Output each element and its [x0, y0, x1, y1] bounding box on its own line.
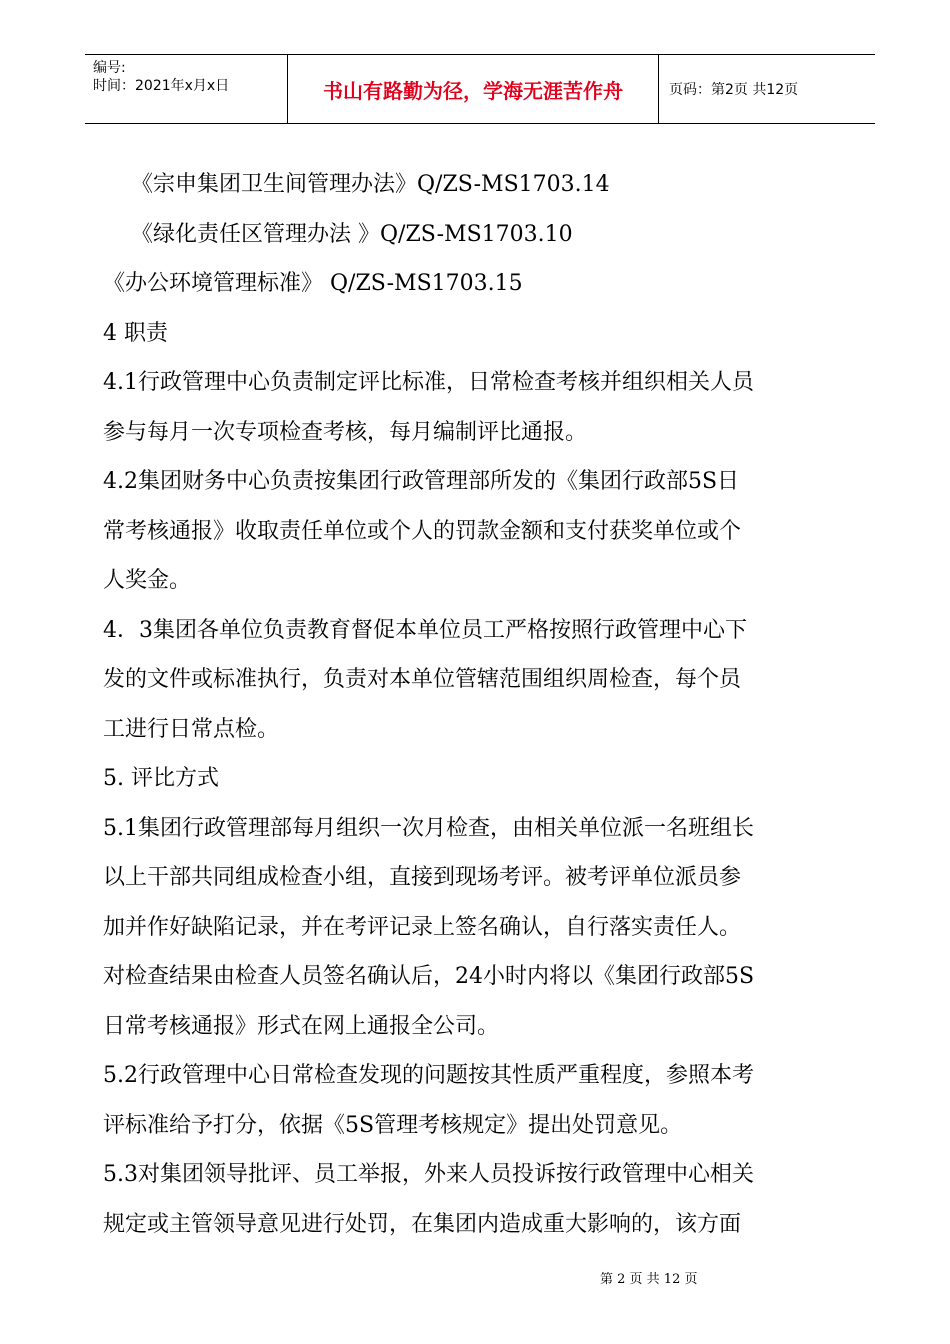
- text-line: 5.2行政管理中心日常检查发现的问题按其性质严重程度，参照本考: [103, 1063, 754, 1088]
- text-line: 日常考核通报》形式在网上通报全公司。: [103, 1013, 500, 1039]
- page-footer: 第 2 页 共 12 页: [600, 1272, 698, 1287]
- text-line: 4.1行政管理中心负责制定评比标准，日常检查考核并组织相关人员: [103, 370, 754, 395]
- text-line: 《绿化责任区管理办法 》Q/ZS-MS1703.10: [131, 221, 573, 247]
- text-line: 5.3对集团领导批评、员工举报，外来人员投诉按行政管理中心相关: [103, 1162, 754, 1187]
- section-heading: 4 职责: [103, 320, 168, 346]
- text-line: 人奖金。: [103, 568, 192, 593]
- text-line: 5.1集团行政管理部每月组织一次月检查，由相关单位派一名班组长: [103, 815, 754, 841]
- text-line: 对检查结果由检查人员签名确认后，24小时内将以《集团行政部5S: [103, 964, 755, 989]
- text-line: 加并作好缺陷记录，并在考评记录上签名确认，自行落实责任人。: [103, 914, 742, 940]
- text-line: 以上干部共同组成检查小组，直接到现场考评。被考评单位派员参: [103, 865, 742, 890]
- text-line: 规定或主管领导意见进行处罚，在集团内造成重大影响的，该方面: [103, 1211, 742, 1237]
- text-line: 发的文件或标准执行，负责对本单位管辖范围组织周检查，每个员: [103, 667, 742, 692]
- header-page-info: 页码：第2页 共12页: [669, 82, 799, 98]
- text-line: 常考核通报》收取责任单位或个人的罚款金额和支付获奖单位或个: [103, 518, 742, 544]
- text-line: 4．3集团各单位负责教育督促本单位员工严格按照行政管理中心下: [103, 617, 747, 643]
- text-line: 4.2集团财务中心负责按集团行政管理部所发的《集团行政部5S日: [103, 469, 740, 494]
- document-body: [103, 160, 873, 1249]
- page-header: [85, 54, 875, 124]
- text-line: 参与每月一次专项检查考核，每月编制评比通报。: [103, 419, 588, 445]
- document-time: 时间：2021年x月x日: [93, 78, 230, 94]
- text-line: 《办公环境管理标准》 Q/ZS-MS1703.15: [103, 271, 523, 296]
- header-meta: [85, 55, 287, 123]
- document-number-label: 编号:: [93, 60, 126, 76]
- section-heading: 5. 评比方式: [103, 766, 219, 791]
- text-line: 评标准给予打分，依据《5S管理考核规定》提出处罚意见。: [103, 1112, 683, 1138]
- text-line: 《宗申集团卫生间管理办法》Q/ZS-MS1703.14: [131, 172, 610, 197]
- text-line: 工进行日常点检。: [103, 716, 280, 742]
- header-motto: 书山有路勤为径，学海无涯苦作舟: [287, 55, 659, 123]
